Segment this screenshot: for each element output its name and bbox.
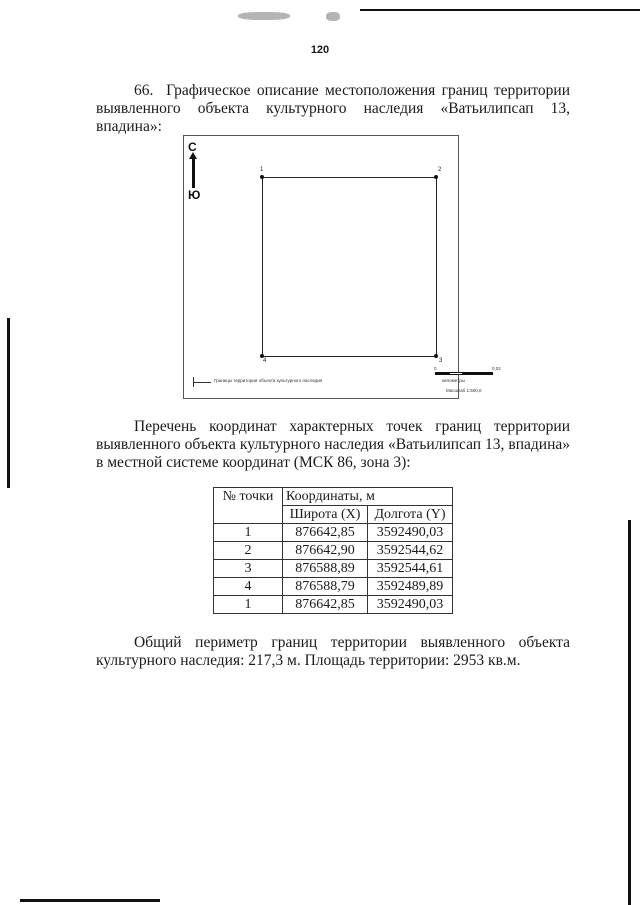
north-label: С (188, 140, 197, 154)
page-number: 120 (310, 44, 330, 56)
scan-edge-line (360, 9, 640, 11)
cell-point: 2 (214, 542, 283, 560)
scan-edge-line (20, 899, 160, 902)
scale-unit: километры (442, 378, 465, 383)
scalebar-segment (449, 372, 463, 375)
coordinates-table (213, 487, 453, 614)
scan-smudge (326, 12, 340, 21)
summary-text: Общий периметр границ территории выявленного объекта культурного наследия: 217,3 м. Площадь территории: 2953 кв.м. (96, 634, 570, 669)
scale-ratio: Масштаб 1:500,0 (446, 388, 482, 393)
boundary-map (183, 135, 501, 399)
vertex-label: 1 (260, 167, 264, 173)
table-row (214, 524, 453, 542)
header-coordinates: Координаты, м (283, 488, 453, 506)
south-label: Ю (188, 188, 201, 202)
cell-latitude: 876642,85 (283, 596, 368, 614)
scale-start: 0 (434, 366, 437, 371)
cell-point: 1 (214, 524, 283, 542)
cell-longitude: 3592490,03 (368, 524, 453, 542)
cell-latitude: 876642,90 (283, 542, 368, 560)
table-row (214, 596, 453, 614)
scan-edge-line (628, 520, 631, 905)
cell-latitude: 876642,85 (283, 524, 368, 542)
cell-longitude: 3592544,62 (368, 542, 453, 560)
vertex-marker (434, 354, 438, 358)
scalebar-segment (435, 372, 449, 375)
vertex-label: 3 (439, 358, 443, 364)
section-heading-text: Графическое описание местоположения границ территории выявленного объекта культурного наследия «Ватьилипсап 13, впадина»: (96, 82, 570, 135)
header-latitude: Широта (X) (283, 506, 368, 524)
vertex-marker (260, 175, 264, 179)
coords-intro-paragraph (96, 418, 570, 472)
cell-point: 1 (214, 596, 283, 614)
table-row (214, 578, 453, 596)
vertex-label: 2 (438, 167, 442, 173)
section-number: 66. (134, 82, 154, 99)
cell-longitude: 3592490,03 (368, 596, 453, 614)
cell-point: 4 (214, 578, 283, 596)
table-row (214, 560, 453, 578)
coords-intro-text: Перечень координат характерных точек границ территории выявленного объекта культурного наследия «Ватьилипсап 13, впадина» в местной системе координат (МСК 86, зона 3): (96, 418, 570, 471)
scale-end: 0,02 (492, 366, 501, 371)
legend-text: Границы территории объекта культурного наследия (214, 378, 323, 383)
vertex-marker (434, 175, 438, 179)
legend-line-icon (193, 382, 211, 383)
section-heading-paragraph (96, 82, 570, 136)
cell-point: 3 (214, 560, 283, 578)
scan-edge-line (7, 318, 10, 488)
scalebar (435, 372, 493, 375)
cell-longitude: 3592489,89 (368, 578, 453, 596)
scan-smudge (238, 12, 290, 20)
header-point: № точки (214, 488, 283, 524)
summary-paragraph (96, 634, 570, 670)
cell-latitude: 876588,79 (283, 578, 368, 596)
vertex-label: 4 (263, 358, 267, 364)
table-row (214, 542, 453, 560)
header-longitude: Долгота (Y) (368, 506, 453, 524)
cell-longitude: 3592544,61 (368, 560, 453, 578)
table-header-row (214, 488, 453, 506)
scalebar-segment (463, 372, 493, 375)
cell-latitude: 876588,89 (283, 560, 368, 578)
north-arrow-icon (192, 156, 195, 188)
territory-boundary (262, 177, 437, 357)
